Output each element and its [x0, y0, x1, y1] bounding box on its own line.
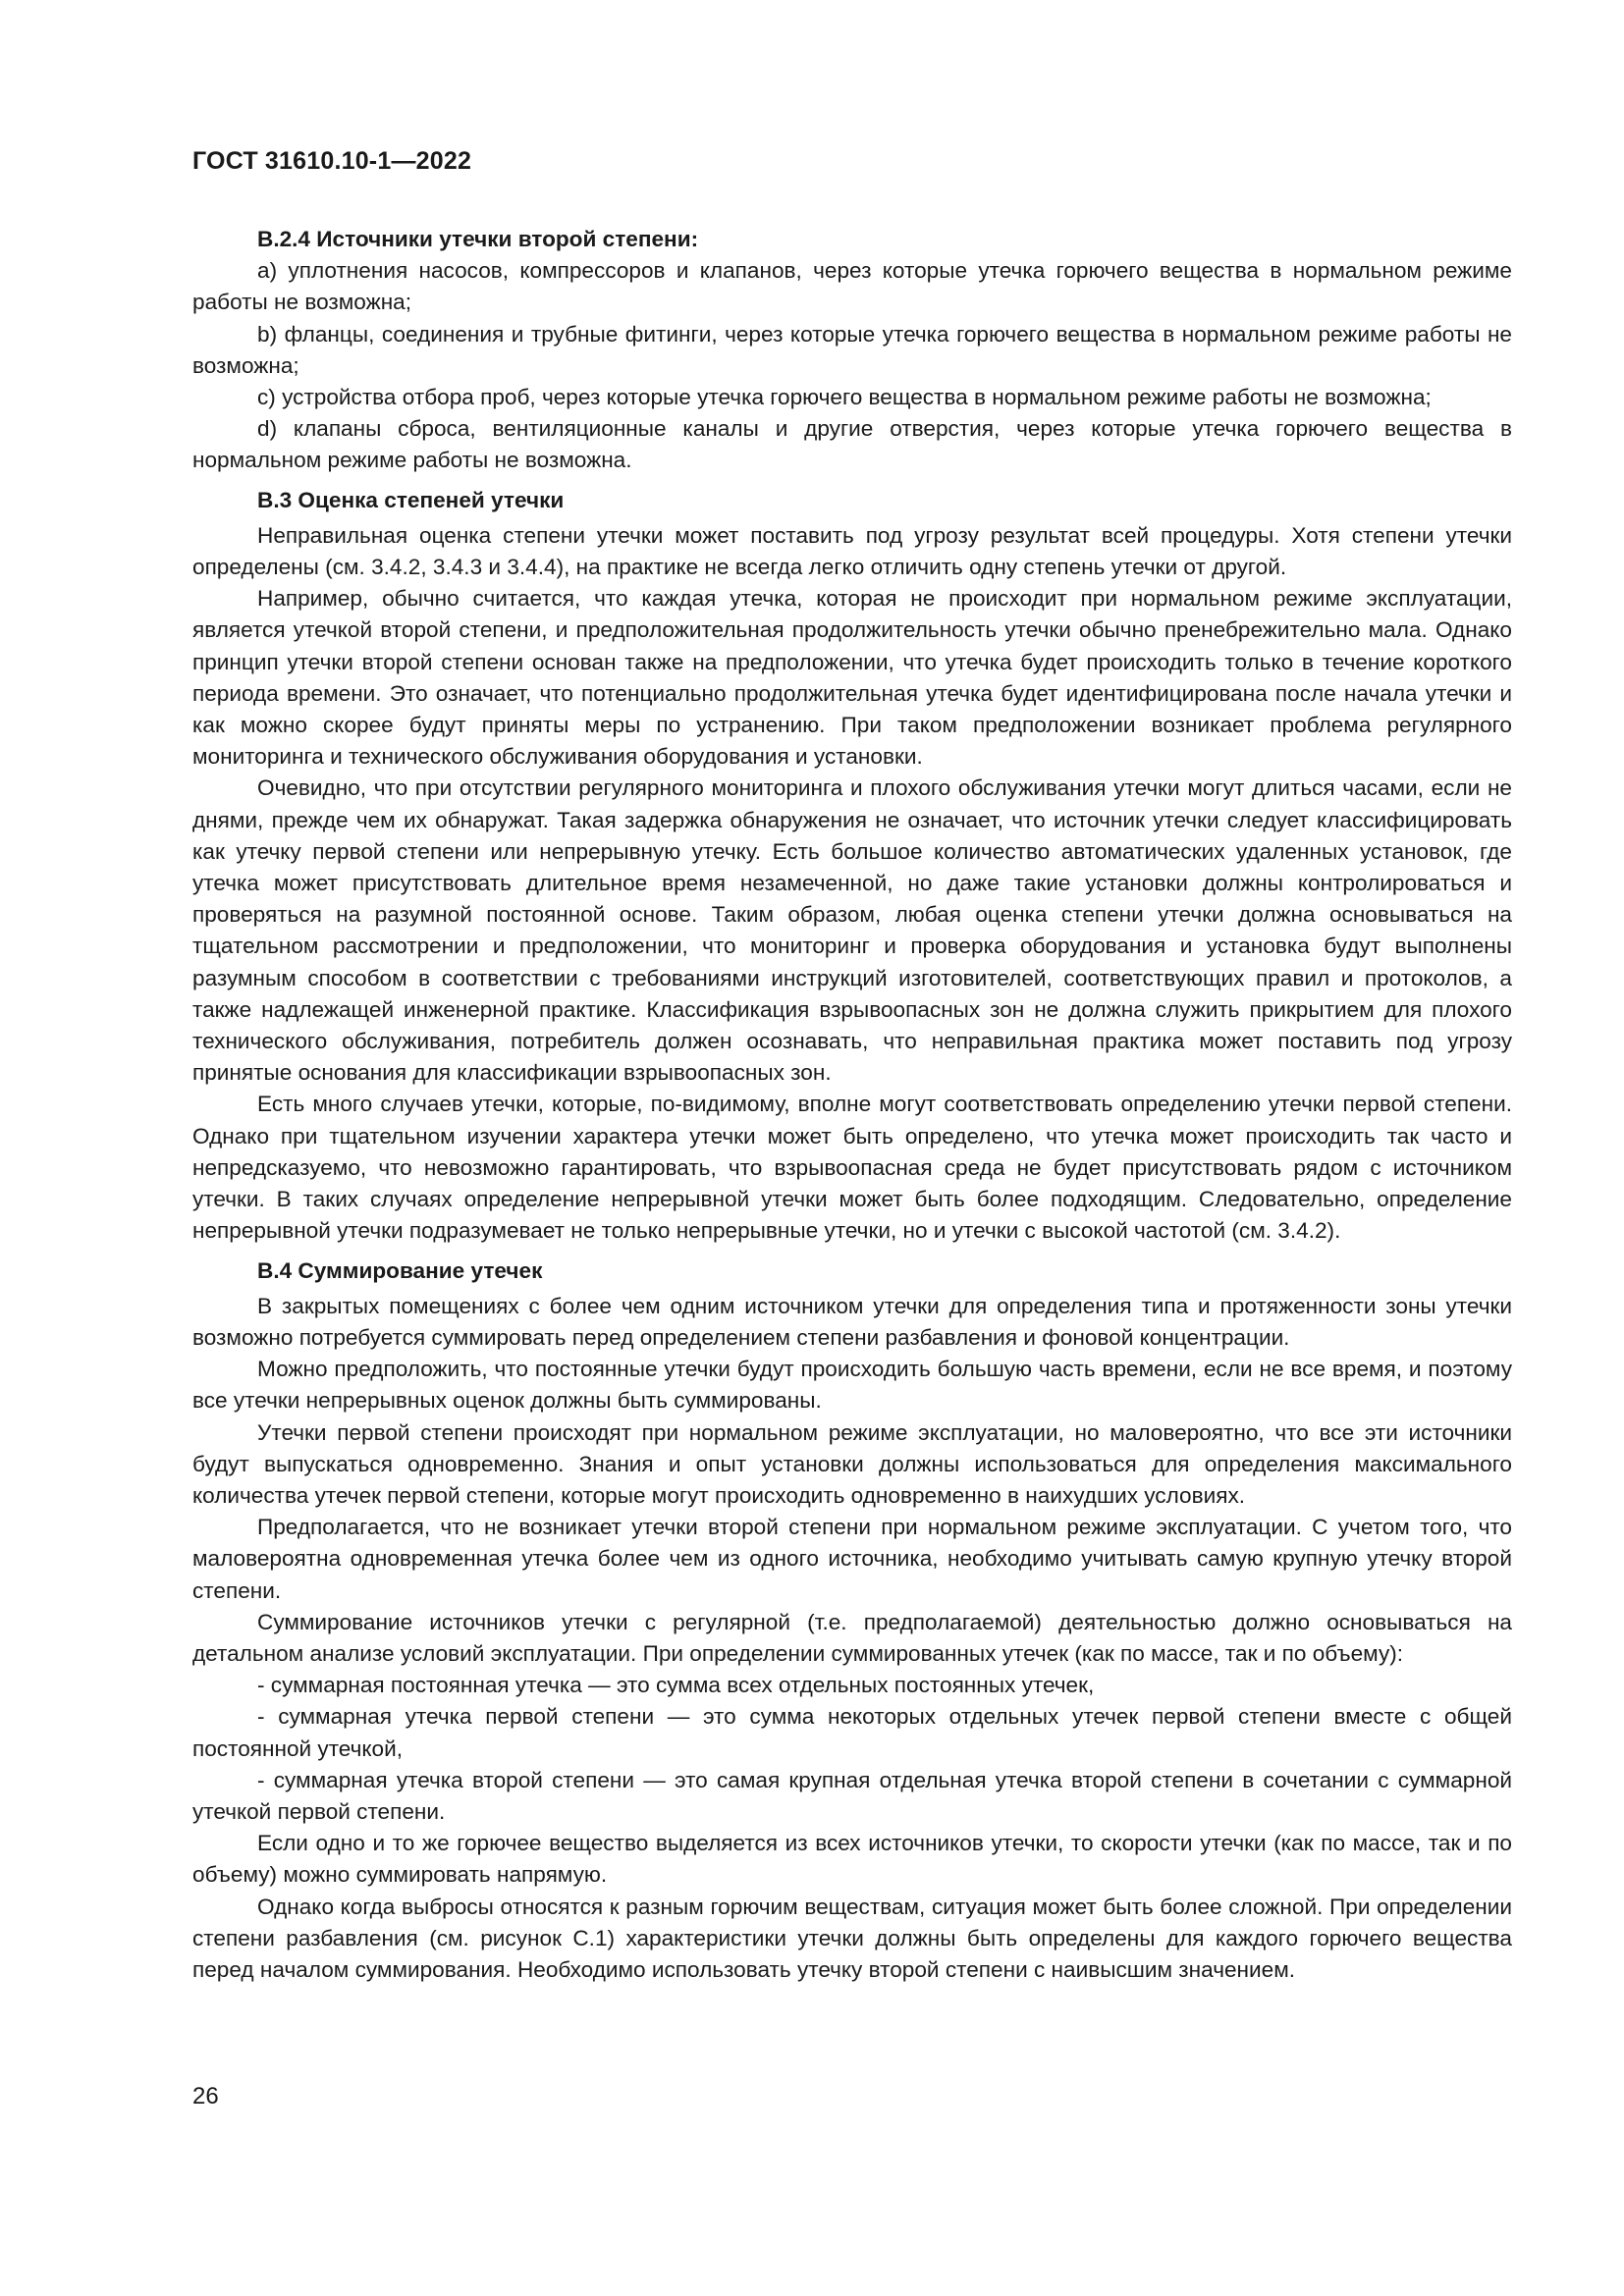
list-item: - суммарная утечка первой степени — это сумма некоторых отдельных утечек первой степени вместе с общей постоянной утечкой,	[192, 1704, 1512, 1761]
list-item-c: c) устройства отбора проб, через которые утечка горючего вещества в нормальном режиме работы не возможна;	[257, 385, 1432, 410]
paragraph: Однако когда выбросы относятся к разным горючим веществам, ситуация может быть более сложной. При определении степени разбавления (см. рисунок С.1) характеристики утечки должны быть определены для каждого горючего вещества перед началом суммирования. Необходимо использовать утечку второй степени с наивысшим значением.	[192, 1894, 1512, 1982]
section-title-b3: B.3 Оценка степеней утечки	[257, 487, 565, 512]
document-body	[192, 224, 1512, 1986]
paragraph: Можно предположить, что постоянные утечки будут происходить большую часть времени, если не все время, и поэтому все утечки непрерывных оценок должны быть суммированы.	[192, 1357, 1512, 1414]
paragraph: Если одно и то же горючее вещество выделяется из всех источников утечки, то скорости утечки (как по массе, так и по объему) можно суммировать напрямую.	[192, 1831, 1512, 1888]
standard-code-header: ГОСТ 31610.10-1—2022	[192, 147, 472, 175]
paragraph: В закрытых помещениях с более чем одним источником утечки для определения типа и протяженности зоны утечки возможно потребуется суммировать перед определением степени разбавления и фоновой концентрации.	[192, 1293, 1512, 1350]
section-b3	[192, 485, 1512, 1248]
paragraph: Суммирование источников утечки с регулярной (т.е. предполагаемой) деятельностью должно основываться на детальном анализе условий эксплуатации. При определении суммированных утечек (как по массе, так и по объему):	[192, 1609, 1512, 1666]
paragraph: Есть много случаев утечки, которые, по-видимому, вполне могут соответствовать определению утечки первой степени. Однако при тщательном изучении характера утечки может быть определено, что утечка может происходить так часто и непредсказуемо, что невозможно гарантировать, что взрывоопасная среда не будет присутствовать рядом с источником утечки. В таких случаях определение непрерывной утечки может быть более подходящим. Следовательно, определение непрерывной утечки подразумевает не только непрерывные утечки, но и утечки с высокой частотой (см. 3.4.2).	[192, 1092, 1512, 1244]
section-title-b4: B.4 Суммирование утечек	[257, 1257, 543, 1283]
list-item: - суммарная постоянная утечка — это сумма всех отдельных постоянных утечек,	[257, 1673, 1095, 1698]
document-page	[192, 0, 1512, 2296]
paragraph: Очевидно, что при отсутствии регулярного мониторинга и плохого обслуживания утечки могут длиться часами, если не днями, прежде чем их обнаружат. Такая задержка обнаружения не означает, что источник утечки следует классифицировать как утечку первой степени или непрерывную утечку. Есть большое количество автоматических удаленных установок, где утечка может присутствовать длительное время незамеченной, но даже такие установки должны контролироваться и проверяться на разумной постоянной основе. Таким образом, любая оценка степени утечки должна основываться на тщательном рассмотрении и предположении, что мониторинг и проверка оборудования и установка будут выполнены разумным способом в соответствии с требованиями инструкций изготовителей, соответствующих правил и протоколов, а также надлежащей инженерной практике. Классификация взрывоопасных зон не должна служить прикрытием для плохого технического обслуживания, потребитель должен осознавать, что неправильная практика может поставить под угрозу принятые основания для классификации взрывоопасных зон.	[192, 775, 1512, 1086]
section-title-b24: B.2.4 Источники утечки второй степени:	[257, 227, 699, 251]
paragraph: Например, обычно считается, что каждая утечка, которая не происходит при нормальном режиме эксплуатации, является утечкой второй степени, и предположительная продолжительность утечки обычно пренебрежительно мала. Однако принцип утечки второй степени основан также на предположении, что утечка будет происходить только в течение короткого периода времени. Это означает, что потенциально продолжительная утечка будет идентифицирована после начала утечки и как можно скорее будут приняты меры по устранению. При таком предположении возникает проблема регулярного мониторинга и технического обслуживания оборудования и установки.	[192, 586, 1512, 770]
paragraph: Неправильная оценка степени утечки может поставить под угрозу результат всей процедуры. Хотя степени утечки определены (см. 3.4.2, 3.4.3 и 3.4.4), на практике не всегда легко отличить одну степень утечки от другой.	[192, 522, 1512, 580]
list-item-a: a) уплотнения насосов, компрессоров и клапанов, через которые утечка горючего вещества в нормальном режиме работы не возможна;	[192, 258, 1512, 315]
list-item-b: b) фланцы, соединения и трубные фитинги, через которые утечка горючего вещества в нормальном режиме работы не возможна;	[192, 321, 1512, 378]
page-number: 26	[192, 2083, 219, 2109]
paragraph: Утечки первой степени происходят при нормальном режиме эксплуатации, но маловероятно, что все эти источники будут выпускаться одновременно. Знания и опыт установки должны использоваться для определения максимального количества утечек первой степени, которые могут происходить одновременно в наихудших условиях.	[192, 1419, 1512, 1508]
paragraph: Предполагается, что не возникает утечки второй степени при нормальном режиме эксплуатации. С учетом того, что маловероятна одновременная утечка более чем из одного источника, необходимо учитывать самую крупную утечку второй степени.	[192, 1515, 1512, 1603]
section-b24	[192, 224, 1512, 477]
list-item: - суммарная утечка второй степени — это самая крупная отдельная утечка второй степени в сочетании с суммарной утечкой первой степени.	[192, 1767, 1512, 1824]
list-item-d: d) клапаны сброса, вентиляционные каналы и другие отверстия, через которые утечка горючего вещества в нормальном режиме работы не возможна.	[192, 416, 1512, 473]
section-b4	[192, 1255, 1512, 1987]
